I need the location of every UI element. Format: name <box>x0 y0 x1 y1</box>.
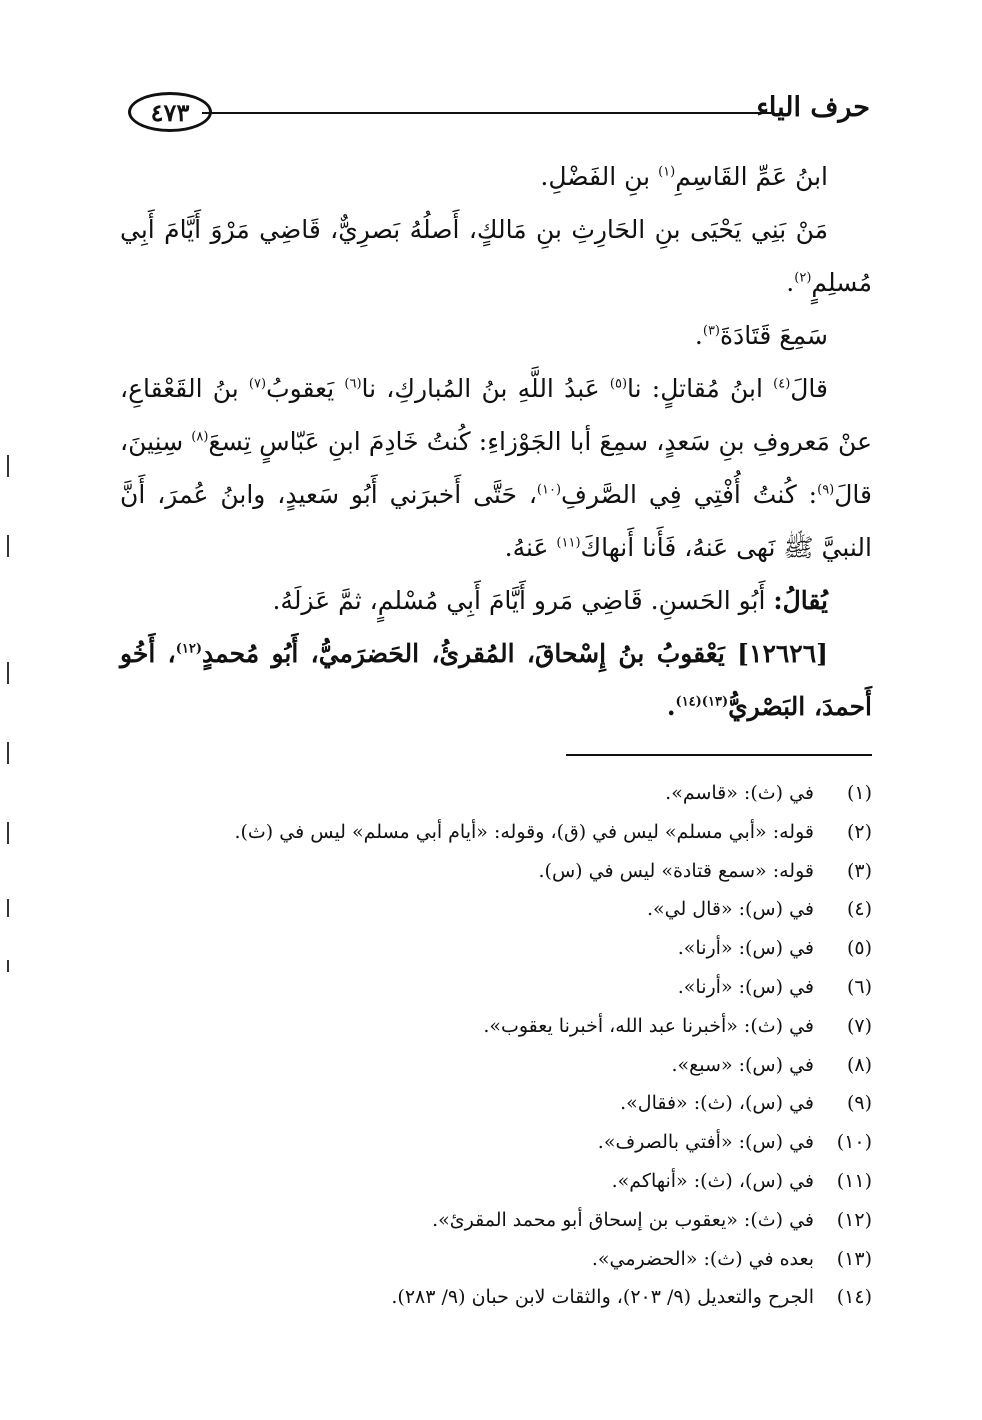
footnote-item: (٦) في (س): «أرنا». <box>677 975 872 998</box>
scan-margin-mark <box>7 662 9 684</box>
footnote-ref: (١) <box>658 164 676 180</box>
footnote-ref: (٣) <box>702 323 720 339</box>
footnote-ref: (٩) <box>817 482 835 498</box>
footnote-item: (٧) في (ث): «أخبرنا عبد الله، أخبرنا يعقوب». <box>483 1014 872 1037</box>
chapter-title: حرف الياء <box>756 92 870 123</box>
entry-heading: [١٢٦٢٦] يَعْقوبُ بنُ إِسْحاقَ، المُقرئُ، الحَضرَميُّ، أَبُو مُحمدٍ$^{(١٢)}$، أَخُو أَحمدَ، البَصْريُّ$^{(١٣)(١٤)}$. <box>120 639 872 721</box>
header-rule <box>202 112 772 114</box>
footnote-item: (١٠) في (س): «أفتي بالصرف». <box>597 1131 872 1154</box>
footnote-ref: (١٠) <box>536 482 562 498</box>
footnote-item: (١١) في (س)، (ث): «أنهاكم». <box>611 1169 872 1192</box>
footnote-ref: (٧) <box>248 376 267 392</box>
paragraph-3: سَمِعَ قَتَادَةَ$^{(٣)}$. <box>694 321 828 350</box>
paragraph-1: ابنُ عَمِّ القَاسِمِ$^{(١)}$ بنِ الفَضْلِ. <box>540 162 828 191</box>
footnote-ref: (٦) <box>344 376 362 392</box>
scan-margin-mark <box>7 899 9 917</box>
footnote-item: (٨) في (س): «سبع». <box>671 1053 872 1076</box>
scan-margin-mark <box>7 960 9 972</box>
paragraph-5: يُقالُ: أَبُو الحَسنِ. قَاضِي مَرو أَيَّامَ أَبِي مُسْلمٍ، ثمَّ عَزلَهُ. <box>272 586 828 615</box>
footnote-ref: (٥) <box>609 376 628 392</box>
footnote-ref: (٢) <box>794 270 812 286</box>
footnote-item: (٤) في (س): «قال لي». <box>646 898 872 921</box>
main-text <box>120 150 872 733</box>
footnote-item: (١٤) الجرح والتعديل (٩/ ٢٠٣)، والثقات لابن حبان (٩/ ٢٨٣). <box>391 1286 872 1309</box>
footnote-item: (٥) في (س): «أرنا». <box>677 937 872 960</box>
footnote-item: (١٢) في (ث): «يعقوب بن إسحاق أبو محمد المقرئ». <box>432 1208 872 1231</box>
scan-margin-mark <box>7 742 9 764</box>
footnote-ref: (٨) <box>191 429 209 445</box>
footnotes <box>150 774 872 1317</box>
page-header <box>128 88 870 138</box>
paragraph-4: قالَ$^{(٤)}$ ابنُ مُقاتلٍ: نا$^{(٥)}$ عَبدُ اللَّهِ بنُ المُباركِ، نا$^{(٦)}$ يَعقوبُ$^{(٧)}$ بنُ القَعْقاعِ، عنْ مَعروفِ بنِ سَعدٍ، سمِعَ أبا الجَوْزاءِ: كُنتُ خَادِمَ ابنِ عَبّاسٍ تِسعَ$^{(٨)}$ سِنِينَ، قالَ$^{(٩)}$: كُنتُ أُفْتِي فِي الصَّرفِ$^{(١٠)}$، حَتَّى أَخبرَني أَبُو سَعيدٍ، وابنُ عُمرَ، أَنَّ النبيَّ ﷺ نَهى عَنهُ، فَأَنا أَنهاكَ$^{(١١)}$ عَنهُ. <box>120 374 872 562</box>
footnote-ref: (١٢) <box>175 641 203 657</box>
footnote-item: (١٣) بعده في (ث): «الحضرمي». <box>591 1247 872 1270</box>
footnote-item: (١) في (ث): «قاسم». <box>665 782 872 804</box>
footnote-ref: (٤) <box>773 376 791 392</box>
footnote-item: (٩) في (س)، (ث): «فقال». <box>620 1092 872 1115</box>
footnote-ref: (١٣)(١٤) <box>675 694 729 710</box>
scan-margin-mark <box>7 535 9 557</box>
footnote-separator <box>566 754 872 756</box>
scan-margin-mark <box>7 822 9 844</box>
footnote-item: (٢) قوله: «أبي مسلم» ليس في (ق)، وقوله: «أيام أبي مسلم» ليس في (ث). <box>234 820 872 843</box>
page-number: ٤٧٣ <box>150 97 190 127</box>
footnote-item: (٣) قوله: «سمع قتادة» ليس في (س). <box>538 859 872 882</box>
paragraph-2: مَنْ بَنِي يَحْيَى بنِ الحَارِثِ بنِ مَالكٍ، أَصلُهُ بَصرِيٌّ، قَاضِي مَرْوَ أَيَّامَ أَبِي مُسلِمٍ$^{(٢)}$. <box>120 215 872 297</box>
scan-margin-mark <box>7 455 9 477</box>
footnote-ref: (١١) <box>556 535 581 551</box>
page-number-frame <box>128 92 212 132</box>
